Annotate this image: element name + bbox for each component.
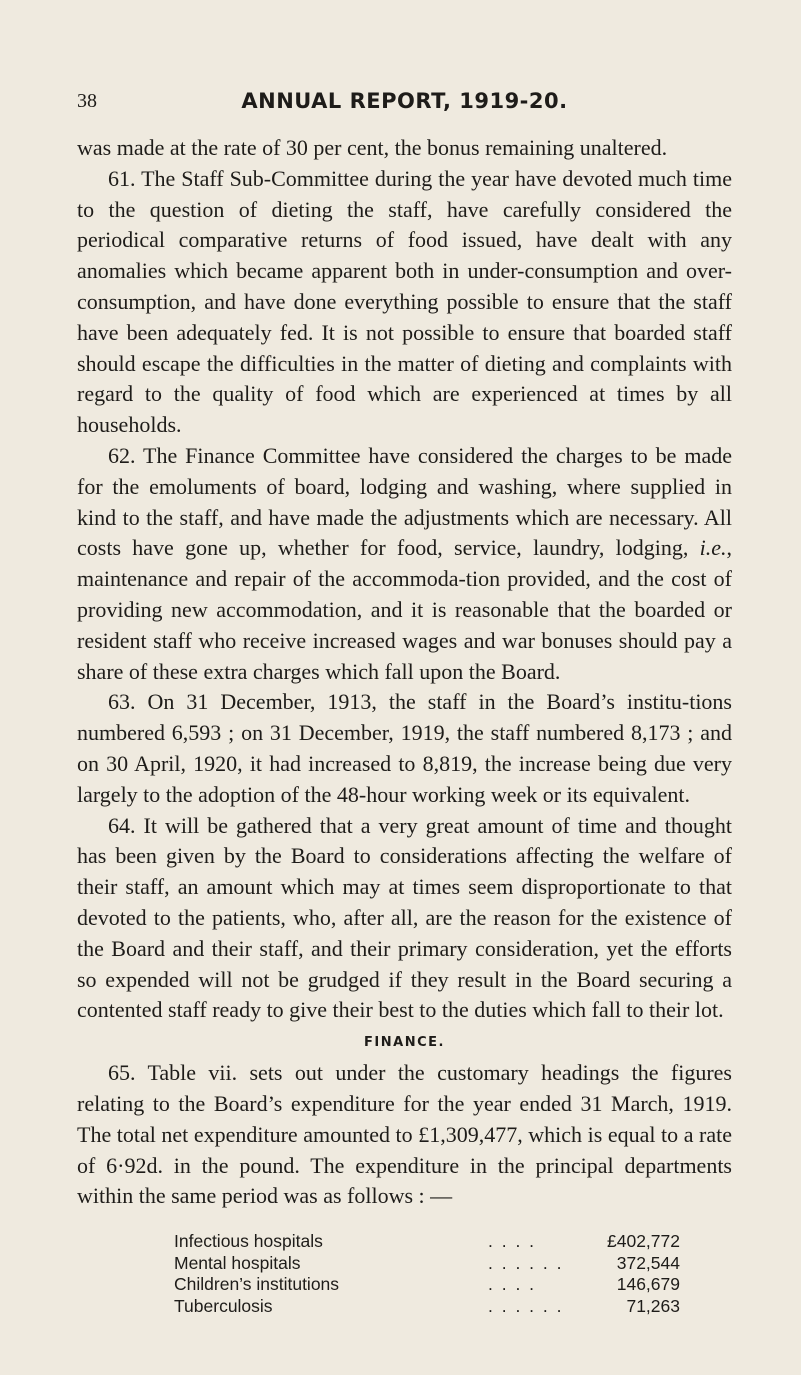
expenditure-amount: 146,679 [616, 1274, 680, 1294]
paragraph-62-part-1: 62. The Finance Committee have considered the charges to be made for the emoluments of board, lodging and washing, where supplied in kind to the staff, and have made the adjustments which are necessary. All costs have gone up, whether for food, service, laundry, lodging, [77, 442, 732, 561]
paragraph-61: 61. The Staff Sub-Committee during the year have devoted much time to the question of dieting the staff, have carefully considered the periodical comparative returns of food issued, have dealt with any anomalies which became apparent both in under-consumption and over-consumption, and have done everything possible to ensure that the staff have been adequately fed. It is not possible to ensure that boarded staff should escape the difficulties in the matter of dieting and complaints with regard to the quality of food which are experienced at times by all households. [77, 165, 732, 438]
section-heading-finance: FINANCE. [364, 1035, 445, 1051]
paragraph-65: 65. Table vii. sets out under the customary headings the figures relating to the Board’s expenditure for the year ended 31 March, 1919. The total net expenditure amounted to £1,309,477, which is equal to a rate of 6·92d. in the pound. The expenditure in the principal departments within the same period was as follows : — [77, 1060, 732, 1209]
leader-dots: . . . . . . [488, 1252, 564, 1273]
page-header [77, 86, 732, 116]
expenditure-row [174, 1296, 680, 1318]
expenditure-row [174, 1231, 680, 1253]
expenditure-row [174, 1274, 680, 1296]
paragraph-64: 64. It will be gathered that a very great amount of time and thought has been given by the Board to considerations affecting the welfare of their staff, an amount which may at times seem disproportionate to that devoted to the patients, who, after all, are the reason for the existence of the Board and their staff, and their primary consideration, yet the efforts so expended will not be grudged if they result in the Board securing a contented staff ready to give their best to the duties which fall to their lot. [77, 812, 732, 1023]
leader-dots: . . . . [488, 1231, 537, 1251]
expenditure-label: Infectious hospitals [174, 1231, 323, 1251]
paragraph-63: 63. On 31 December, 1913, the staff in the Board’s institu-tions numbered 6,593 ; on 31 December, 1919, the staff numbered 8,173 ; and on 30 April, 1920, it had increased to 8,819, the increase being due very largely to the adoption of the 48-hour working week or its equivalent. [77, 689, 732, 807]
paragraph-62-part-2: , maintenance and repair of the accommoda-tion provided, and the cost of providing new accommodation, and it is reasonable that the boarded or resident staff who receive increased wages and war bonuses should pay a share of these extra charges which fall upon the Board. [77, 535, 732, 684]
paragraph-62-italic: i.e. [699, 535, 727, 561]
running-title: ANNUAL REPORT, 1919-20. [241, 89, 568, 113]
expenditure-amount: £402,772 [607, 1231, 680, 1251]
expenditure-label: Children’s institutions [174, 1274, 340, 1294]
page-number: 38 [77, 90, 97, 112]
expenditure-table [174, 1231, 680, 1317]
body-text [77, 133, 732, 1212]
expenditure-amount: 71,263 [626, 1295, 680, 1316]
leader-dots: . . . . [488, 1274, 537, 1294]
expenditure-amount: 372,544 [616, 1252, 680, 1273]
expenditure-row [174, 1253, 680, 1275]
paragraph-62 [77, 441, 732, 687]
expenditure-label: Tuberculosis [174, 1295, 273, 1316]
paragraph-continuation: was made at the rate of 30 per cent, the bonus remaining unaltered. [77, 135, 668, 160]
expenditure-label: Mental hospitals [174, 1252, 301, 1273]
leader-dots: . . . . . . [488, 1295, 564, 1316]
